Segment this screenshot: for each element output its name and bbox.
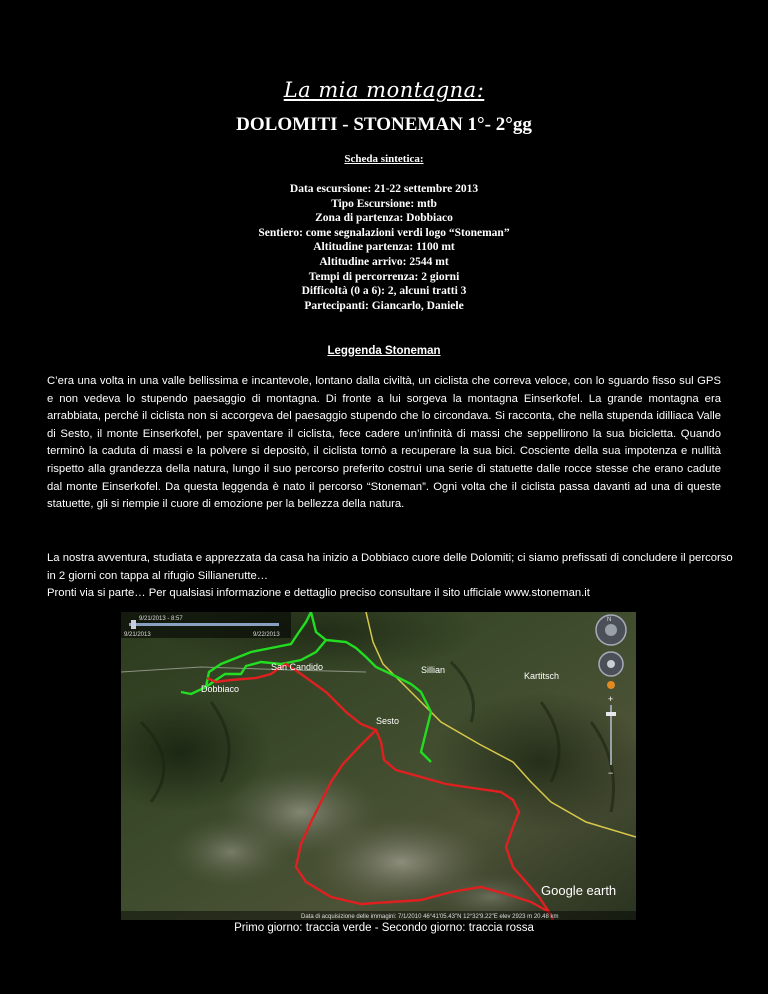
label-dobbiaco: Dobbiaco xyxy=(201,684,240,694)
street-view-icon[interactable] xyxy=(607,681,615,689)
fact-participants: Partecipanti: Giancarlo, Daniele xyxy=(304,299,464,312)
zoom-out-icon[interactable]: − xyxy=(608,768,614,778)
fact-type: Tipo Escursione: mtb xyxy=(331,197,437,210)
google-earth-watermark: Google earth xyxy=(541,883,617,898)
label-sesto: Sesto xyxy=(376,716,400,726)
fact-difficulty: Difficoltà (0 a 6): 2, alcuni tratti 3 xyxy=(301,285,467,298)
summary-heading: Scheda sintetica: xyxy=(344,153,424,165)
time-slider-track[interactable] xyxy=(129,623,279,626)
time-slider-handle[interactable] xyxy=(131,620,136,629)
map-svg xyxy=(121,612,636,920)
fact-date: Data escursione: 21-22 settembre 2013 xyxy=(289,183,479,195)
svg-text:N: N xyxy=(607,617,612,623)
fact-start-altitude: Altitudine partenza: 1100 mt xyxy=(313,241,455,254)
summary-facts xyxy=(0,182,768,313)
intro-paragraph xyxy=(47,550,737,603)
zoom-in-icon[interactable]: + xyxy=(608,694,614,704)
date-start: 9/21/2013 xyxy=(124,632,151,638)
time-readout: 9/21/2013 - 8:57 xyxy=(139,616,183,622)
intro-line-2: Pronti via si parte… Per qualsiasi informazione e dettaglio preciso consultare il sito ufficiale www.stoneman.it xyxy=(47,587,590,600)
date-end: 9/22/2013 xyxy=(253,632,280,638)
header-title: La mia montagna: xyxy=(283,78,485,102)
legend-heading: Leggenda Stoneman xyxy=(327,345,441,357)
map-status-bar: Data di acquisizione delle immagini: 7/1/2010 46°41'05.43"N 12°32'9.22"E elev 2923 m 20.48 km xyxy=(301,914,559,920)
label-sillian: Sillian xyxy=(421,665,446,675)
legend-paragraph: C’era una volta in una valle bellissima e incantevole, lontano dalla civiltà, un ciclista che correva veloce, con lo sguardo fisso sul GPS e non vedeva lo stupendo paesaggio di montagna. Di fronte a lui sorgeva la montagna Einserkofel. La grande montagna era arrabbiata, perché il ciclista non si accorgeva del paesaggio stupendo che lo circondava. Si racconta, che nella stupenda idilliaca Valle di Sesto, il monte Einserkofel, per spaventare il ciclista, fece cadere un’infinità di massi che seppellirono la sua bicicletta. Quando terminò la caduta di massi e la polvere si depositò, il ciclista tornò a recuperare la sua bici. Cosciente della sua impotenza e nullità rispetto alla grandezza della natura, lungo il suo percorso preferito costruì una serie di statuette dalle rocce stesse che erano cadute dal monte Einserkofel. Da questa leggenda è nato il percorso “Stoneman”. Ogni volta che il ciclista passa davanti ad una di queste statuette, gli si riempie il cuore di emozione per la bellezza della natura. xyxy=(47,375,721,511)
fact-duration: Tempi di percorrenza: 2 giorni xyxy=(308,270,460,283)
fact-end-altitude: Altitudine arrivo: 2544 mt xyxy=(319,255,449,268)
pan-control[interactable] xyxy=(599,652,623,676)
label-kartitsch: Kartitsch xyxy=(524,671,560,681)
intro-line-1: La nostra avventura, studiata e apprezzata da casa ha inizio a Dobbiaco cuore delle Dolomiti; ci siamo prefissati di concludere il percorso in 2 giorni con tappa al rifugio Sillianerutte… xyxy=(47,552,733,582)
fact-start-zone: Zona di partenza: Dobbiaco xyxy=(315,212,453,225)
label-san-candido: San Candido xyxy=(271,662,324,672)
fact-trail: Sentiero: come segnalazioni verdi logo “Stoneman” xyxy=(258,226,510,239)
rock-area xyxy=(171,817,291,887)
main-title: DOLOMITI - STONEMAN 1°- 2°gg xyxy=(236,114,532,135)
map-caption: Primo giorno: traccia verde - Secondo giorno: traccia rossa xyxy=(234,922,534,934)
route-map xyxy=(121,612,636,920)
compass-control[interactable] xyxy=(596,615,626,645)
